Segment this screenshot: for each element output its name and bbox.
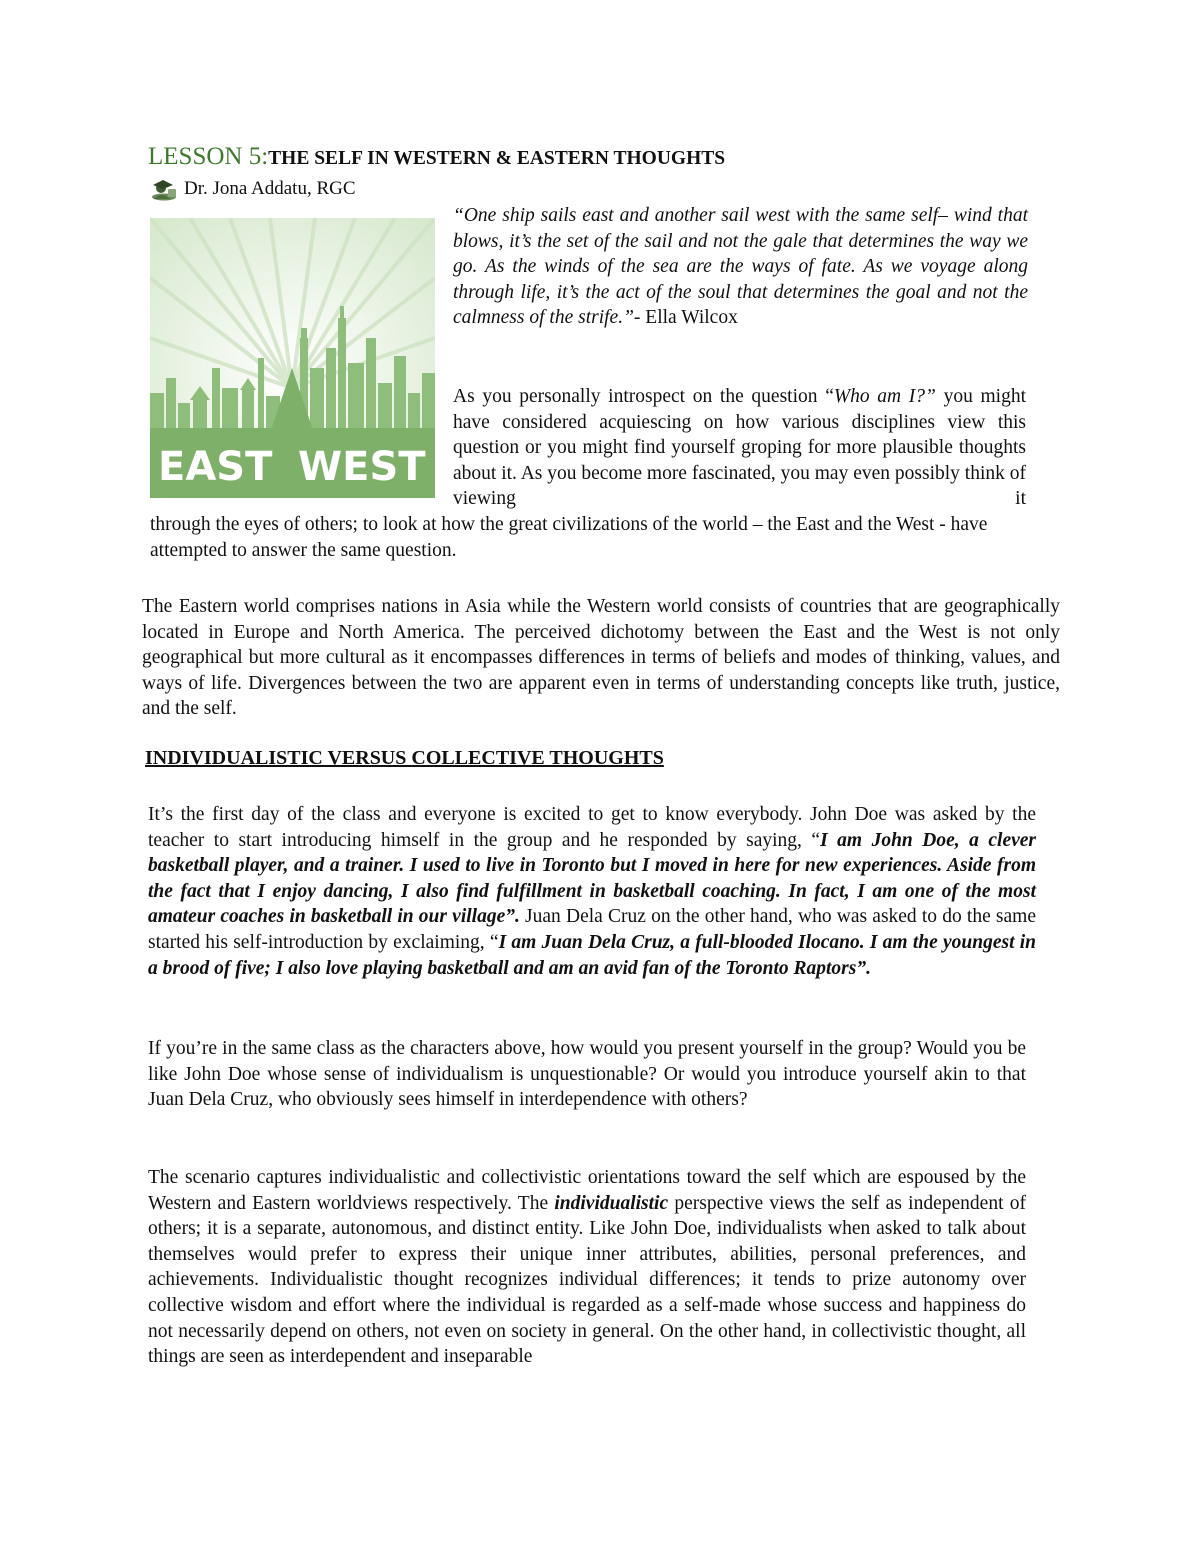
scenario-paragraph: The scenario captures individualistic and collectivistic orientations toward the self which are espoused by the Western and Eastern worldviews respectively. The individualistic perspective views the self as independent of others; it is a separate, autonomous, and distinct entity. Like John Doe, individualists when asked to talk about themselves would prefer to express their unique inner attributes, abilities, personal preferences, and achievements. Individualistic thought recognizes individual differences; it tends to prize autonomy over collective wisdom and effort where the individual is regarded as a self-made whose success and happiness do not necessarily depend on others, not even on society in general. On the other hand, in collectivistic thought, all things are seen as interdependent and inseparable bbox=[148, 1167, 1026, 1368]
east-west-image bbox=[150, 218, 435, 498]
graduate-icon bbox=[148, 177, 178, 201]
author-line bbox=[148, 176, 356, 202]
section-heading: INDIVIDUALISTIC VERSUS COLLECTIVE THOUGHTS bbox=[145, 747, 664, 769]
epigraph-attribution: - Ella Wilcox bbox=[633, 307, 738, 329]
juan-dela-cruz-quote: I am Juan Dela Cruz, a full-blooded Ilocano. I am the youngest in a brood of five; I also love playing basketball and am an avid fan of the Toronto Raptors bbox=[148, 931, 1036, 979]
individualistic-term: individualistic bbox=[554, 1192, 669, 1214]
author-name: Dr. Jona Addatu, RGC bbox=[184, 178, 356, 199]
east-word: EAST bbox=[158, 444, 273, 490]
lesson-title bbox=[148, 143, 725, 171]
lesson-heading: THE SELF IN WESTERN & EASTERN THOUGHTS bbox=[268, 148, 726, 169]
lesson-label: LESSON 5: bbox=[148, 143, 269, 170]
classroom-paragraph: It’s the first day of the class and everyone is excited to get to know everybody. John Doe was asked by the teacher to start introducing himself in the group and he responded by saying, “I am John Doe, a clever basketball player, and a trainer. I used to live in Toronto but I moved in here for new experiences. Aside from the fact that I enjoy dancing, I also find fulfillment in basketball coaching. In fact, I am one of the most amateur coaches in basketball in our village”. Juan Dela Cruz on the other hand, who was asked to do the same started his self-introduction by exclaiming, “I am Juan Dela Cruz, a full-blooded Ilocano. I am the youngest in a brood of five; I also love playing basketball and am an avid fan of the Toronto Raptors”. bbox=[148, 804, 1037, 979]
question-paragraph: If you’re in the same class as the characters above, how would you present yourself in the group? Would you be like John Doe whose sense of individualism is unquestionable? Or would you introduce yourself akin to that Juan Dela Cruz, who obviously sees himself in interdependence with others? bbox=[148, 1038, 1026, 1111]
epigraph-quote: “One ship sails east and another sail west with the same self– wind that blows, it’s the set of the sail and not the gale that determines the way we go. As the winds of the sea are the ways of fate. As we voyage along through life, it’s the act of the soul that determines the goal and not the calmness of the strife.” bbox=[453, 205, 1028, 329]
west-word: WEST bbox=[298, 444, 426, 490]
epigraph bbox=[453, 203, 1028, 331]
who-am-i-question: Who am I?” bbox=[833, 386, 936, 407]
east-west-paragraph: The Eastern world comprises nations in Asia while the Western world consists of countries that are geographically located in Europe and North America. The perceived dichotomy between the East and the West is not only geographical but more cultural as it encompasses differences in terms of beliefs and modes of thinking, values, and ways of life. Divergences between the two are apparent even in terms of understanding concepts like truth, justice, and the self. bbox=[142, 596, 1060, 720]
intro-paragraph-part2: through the eyes of others; to look at how the great civilizations of the world – the East and the West - have attempted to answer the same question. bbox=[150, 514, 988, 561]
john-doe-quote: I am John Doe, a clever basketball player, and a trainer. I used to live in Toronto but I moved in here for new experiences. Aside from the fact that I enjoy dancing, I also find fulfillment in basketball coaching. In fact, I am one of the most amateur coaches in basketball in our village bbox=[148, 829, 1037, 928]
intro-paragraph-part1: As you personally introspect on the question “Who am I?” you might have considered acquiescing on how various disciplines view this question or you might find yourself groping for more plausible thoughts about it. As you become more fascinated, you may even possibly think of viewing it bbox=[453, 386, 1026, 510]
